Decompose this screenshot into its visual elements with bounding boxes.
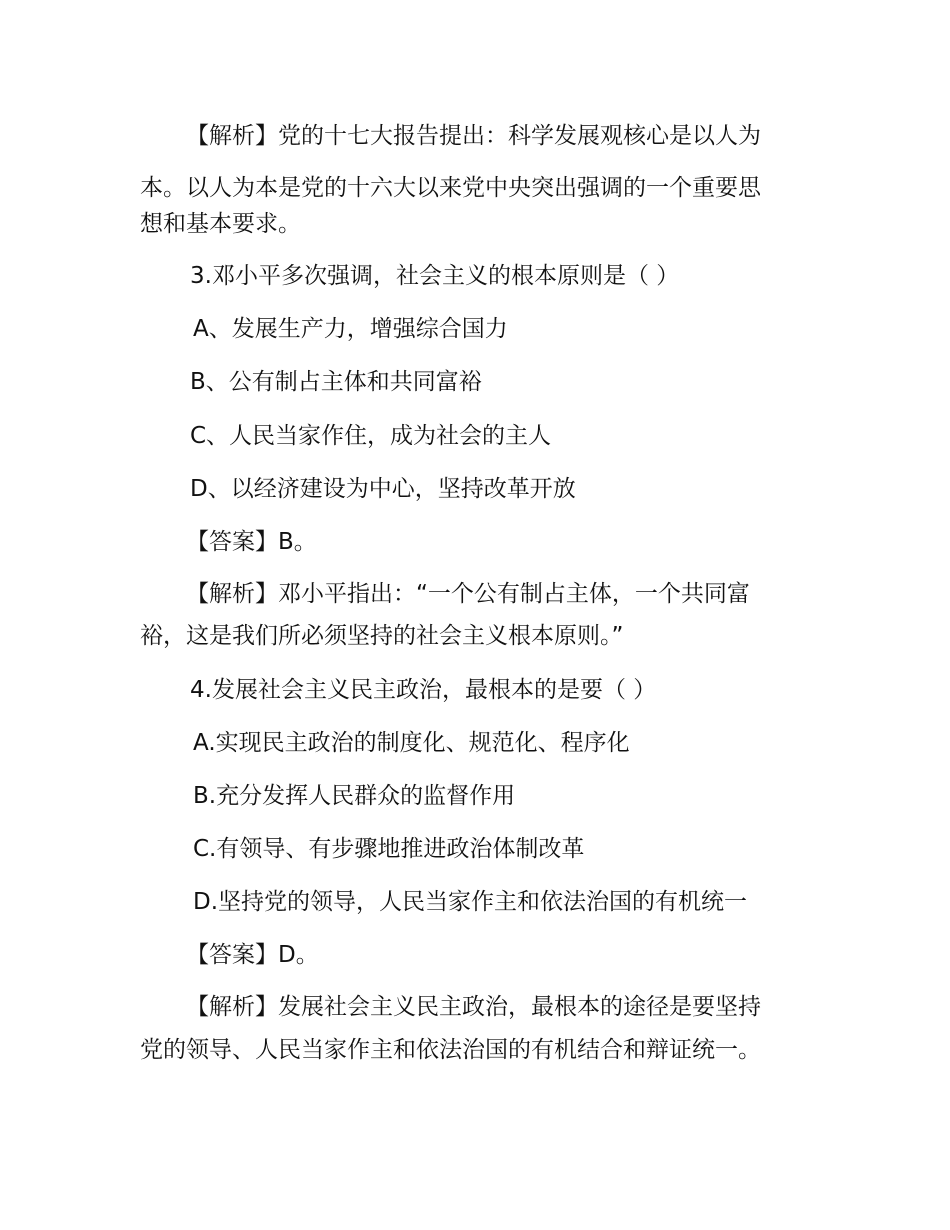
q4-explanation-line-1: 【解析】发展社会主义民主政治，最根本的途径是要坚持 — [186, 994, 761, 1020]
q4-explanation-line-2: 党的领导、人民当家作主和依法治国的有机结合和辩证统一。 — [140, 1037, 761, 1063]
q3-option-c: C、人民当家作住，成为社会的主人 — [190, 423, 552, 449]
q3-explanation-line-1: 【解析】邓小平指出：“一个公有制占主体，一个共同富 — [186, 581, 750, 607]
q3-option-d: D、以经济建设为中心，坚持改革开放 — [190, 476, 576, 502]
q4-option-b: B.充分发挥人民群众的监督作用 — [193, 783, 516, 809]
q3-answer: 【答案】B。 — [186, 529, 317, 555]
q2-explanation-line-1: 【解析】党的十七大报告提出：科学发展观核心是以人为 — [186, 123, 761, 149]
question-4: 4.发展社会主义民主政治，最根本的是要（ ） — [190, 677, 657, 703]
q3-explanation-line-2: 裕，这是我们所必须坚持的社会主义根本原则。” — [140, 623, 624, 649]
question-3: 3.邓小平多次强调，社会主义的根本原则是（ ） — [190, 263, 680, 289]
q4-option-a: A.实现民主政治的制度化、规范化、程序化 — [193, 730, 630, 756]
q2-explanation-line-2: 本。以人为本是党的十六大以来党中央突出强调的一个重要思 — [140, 175, 761, 201]
q2-explanation-line-3: 想和基本要求。 — [140, 211, 301, 237]
q4-answer: 【答案】D。 — [186, 942, 319, 968]
q3-option-b: B、公有制占主体和共同富裕 — [190, 369, 482, 395]
q3-option-a: A、发展生产力，增强综合国力 — [193, 316, 508, 342]
q4-option-d: D.坚持党的领导，人民当家作主和依法治国的有机统一 — [193, 889, 748, 915]
q4-option-c: C.有领导、有步骤地推进政治体制改革 — [193, 836, 585, 862]
